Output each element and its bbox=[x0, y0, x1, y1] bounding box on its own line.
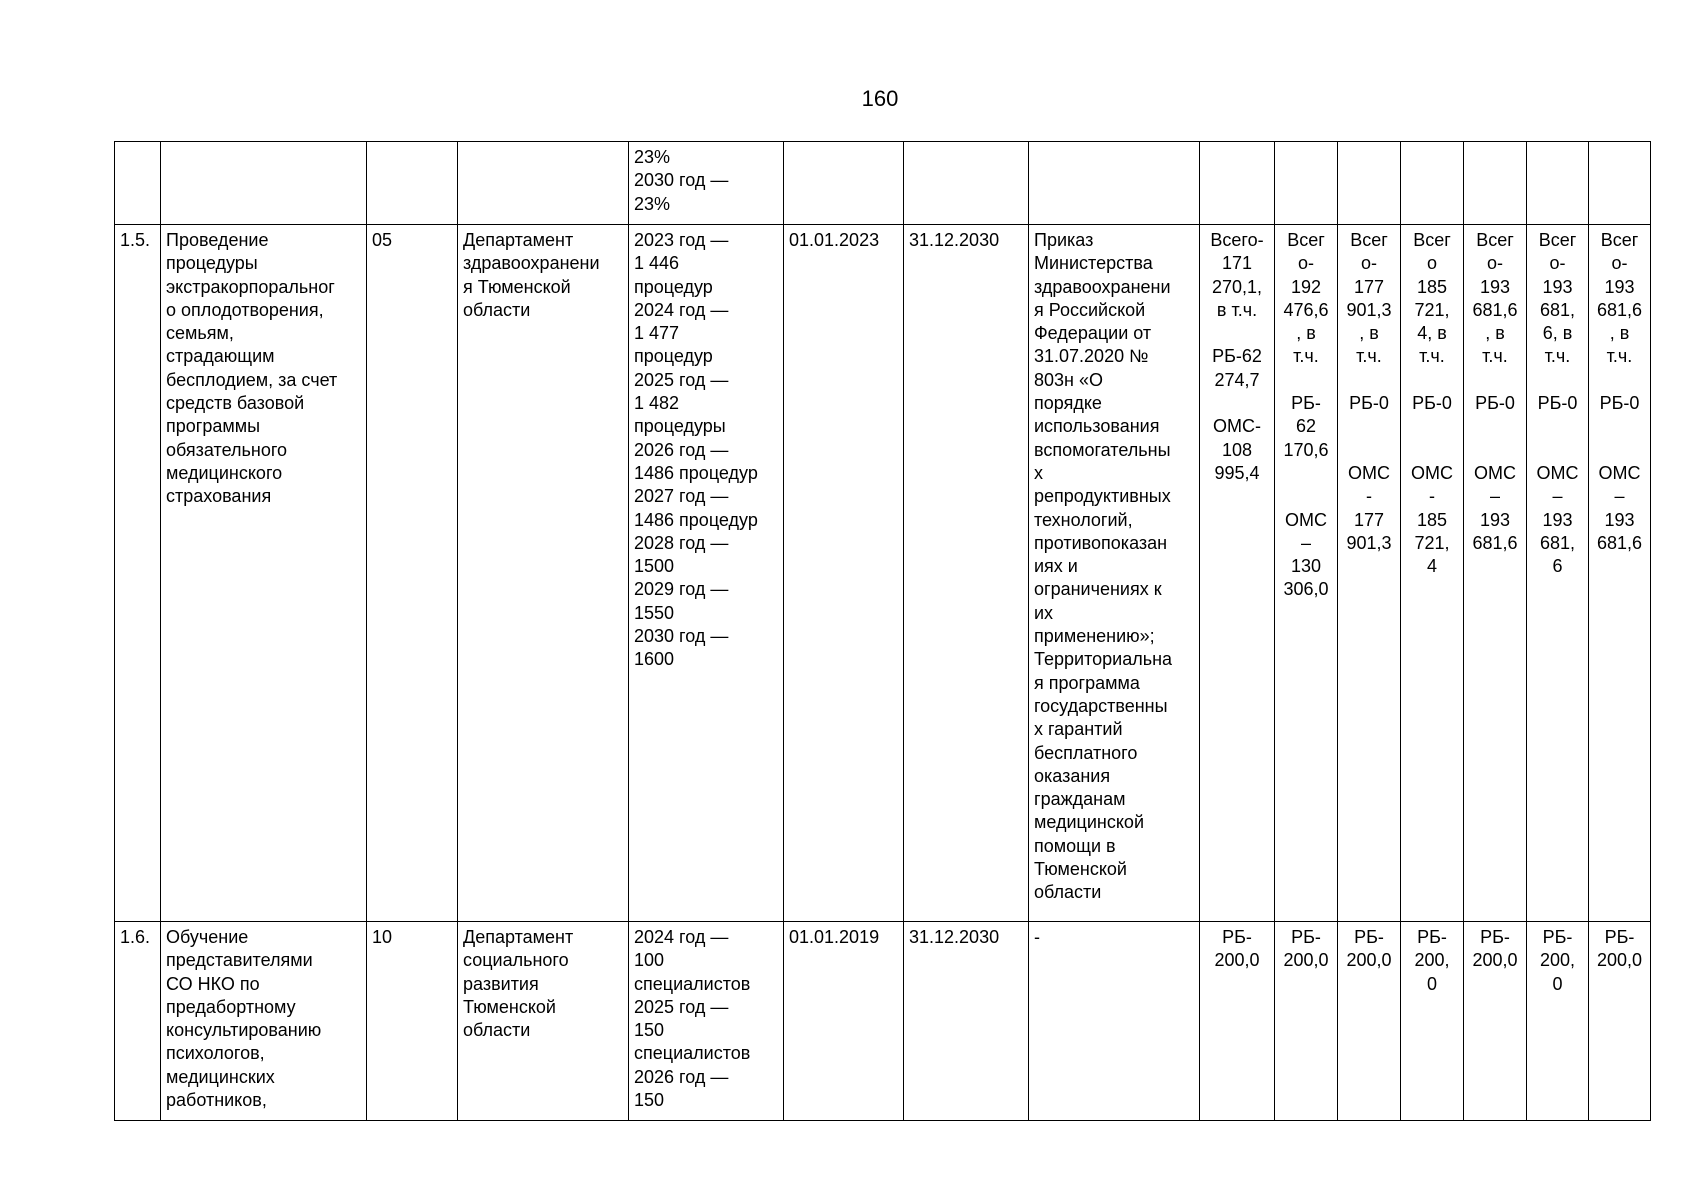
end-date-cell: 31.12.2030 bbox=[904, 922, 1029, 1121]
financing-cell: РБ- 200,0 bbox=[1338, 922, 1401, 1121]
financing-cell bbox=[1200, 142, 1275, 225]
code-cell bbox=[367, 142, 458, 225]
table-row bbox=[115, 225, 1651, 922]
indicator-cell: 2024 год — 100 специалистов 2025 год — 150 специалистов 2026 год — 150 bbox=[629, 922, 784, 1121]
financing-cell: Всего- 171 270,1, в т.ч. РБ-62 274,7 ОМС- 108 995,4 bbox=[1200, 225, 1275, 922]
row-number-cell: 1.6. bbox=[115, 922, 161, 1121]
executor-cell: Департамент здравоохранени я Тюменской области bbox=[458, 225, 629, 922]
financing-cell bbox=[1275, 142, 1338, 225]
basis-cell: Приказ Министерства здравоохранени я Российской Федерации от 31.07.2020 № 803н «О порядке использования вспомогательны х репродуктивных технологий, противопоказан иях и ограничениях к их применению»; Территориальна я программа государственны х гарантий бесплатного оказания гражданам медицинской помощи в Тюменской области bbox=[1029, 225, 1200, 922]
financing-cell: Всег о- 192 476,6 , в т.ч. РБ- 62 170,6 ОМС – 130 306,0 bbox=[1275, 225, 1338, 922]
row-number-cell bbox=[115, 142, 161, 225]
financing-cell bbox=[1589, 142, 1651, 225]
financing-cell: Всег о- 193 681, 6, в т.ч. РБ-0 ОМС – 193 681, 6 bbox=[1527, 225, 1589, 922]
code-cell: 05 bbox=[367, 225, 458, 922]
financing-cell: Всег о- 177 901,3 , в т.ч. РБ-0 ОМС - 177 901,3 bbox=[1338, 225, 1401, 922]
executor-cell bbox=[458, 142, 629, 225]
financing-cell: РБ- 200, 0 bbox=[1527, 922, 1589, 1121]
measures-table bbox=[114, 141, 1651, 1121]
executor-cell: Департамент социального развития Тюменской области bbox=[458, 922, 629, 1121]
indicator-cell: 23% 2030 год — 23% bbox=[629, 142, 784, 225]
measure-name-cell: Обучение представителями СО НКО по предабортному консультированию психологов, медицинских работников, bbox=[161, 922, 367, 1121]
financing-cell: РБ- 200,0 bbox=[1275, 922, 1338, 1121]
financing-cell: Всег о 185 721, 4, в т.ч. РБ-0 ОМС - 185 721, 4 bbox=[1401, 225, 1464, 922]
start-date-cell: 01.01.2019 bbox=[784, 922, 904, 1121]
page-number: 160 bbox=[861, 86, 899, 111]
start-date-cell: 01.01.2023 bbox=[784, 225, 904, 922]
financing-cell: РБ- 200,0 bbox=[1200, 922, 1275, 1121]
financing-cell: РБ- 200,0 bbox=[1464, 922, 1527, 1121]
financing-cell: РБ- 200, 0 bbox=[1401, 922, 1464, 1121]
table-row bbox=[115, 142, 1651, 225]
start-date-cell bbox=[784, 142, 904, 225]
financing-cell: РБ- 200,0 bbox=[1589, 922, 1651, 1121]
financing-cell bbox=[1464, 142, 1527, 225]
financing-cell bbox=[1401, 142, 1464, 225]
measure-name-cell: Проведение процедуры экстракорпоральног о оплодотворения, семьям, страдающим бесплодием, за счет средств базовой программы обязательного медицинского страхования bbox=[161, 225, 367, 922]
table-row bbox=[115, 922, 1651, 1121]
end-date-cell bbox=[904, 142, 1029, 225]
financing-cell: Всег о- 193 681,6 , в т.ч. РБ-0 ОМС – 193 681,6 bbox=[1589, 225, 1651, 922]
indicator-cell: 2023 год — 1 446 процедур 2024 год — 1 477 процедур 2025 год — 1 482 процедуры 2026 год — 1486 процедур 2027 год — 1486 процедур 2028 год — 1500 2029 год — 1550 2030 год — 1600 bbox=[629, 225, 784, 922]
measure-name-cell bbox=[161, 142, 367, 225]
financing-cell: Всег о- 193 681,6 , в т.ч. РБ-0 ОМС – 193 681,6 bbox=[1464, 225, 1527, 922]
end-date-cell: 31.12.2030 bbox=[904, 225, 1029, 922]
basis-cell bbox=[1029, 142, 1200, 225]
financing-cell bbox=[1527, 142, 1589, 225]
financing-cell bbox=[1338, 142, 1401, 225]
code-cell: 10 bbox=[367, 922, 458, 1121]
row-number-cell: 1.5. bbox=[115, 225, 161, 922]
basis-cell: - bbox=[1029, 922, 1200, 1121]
